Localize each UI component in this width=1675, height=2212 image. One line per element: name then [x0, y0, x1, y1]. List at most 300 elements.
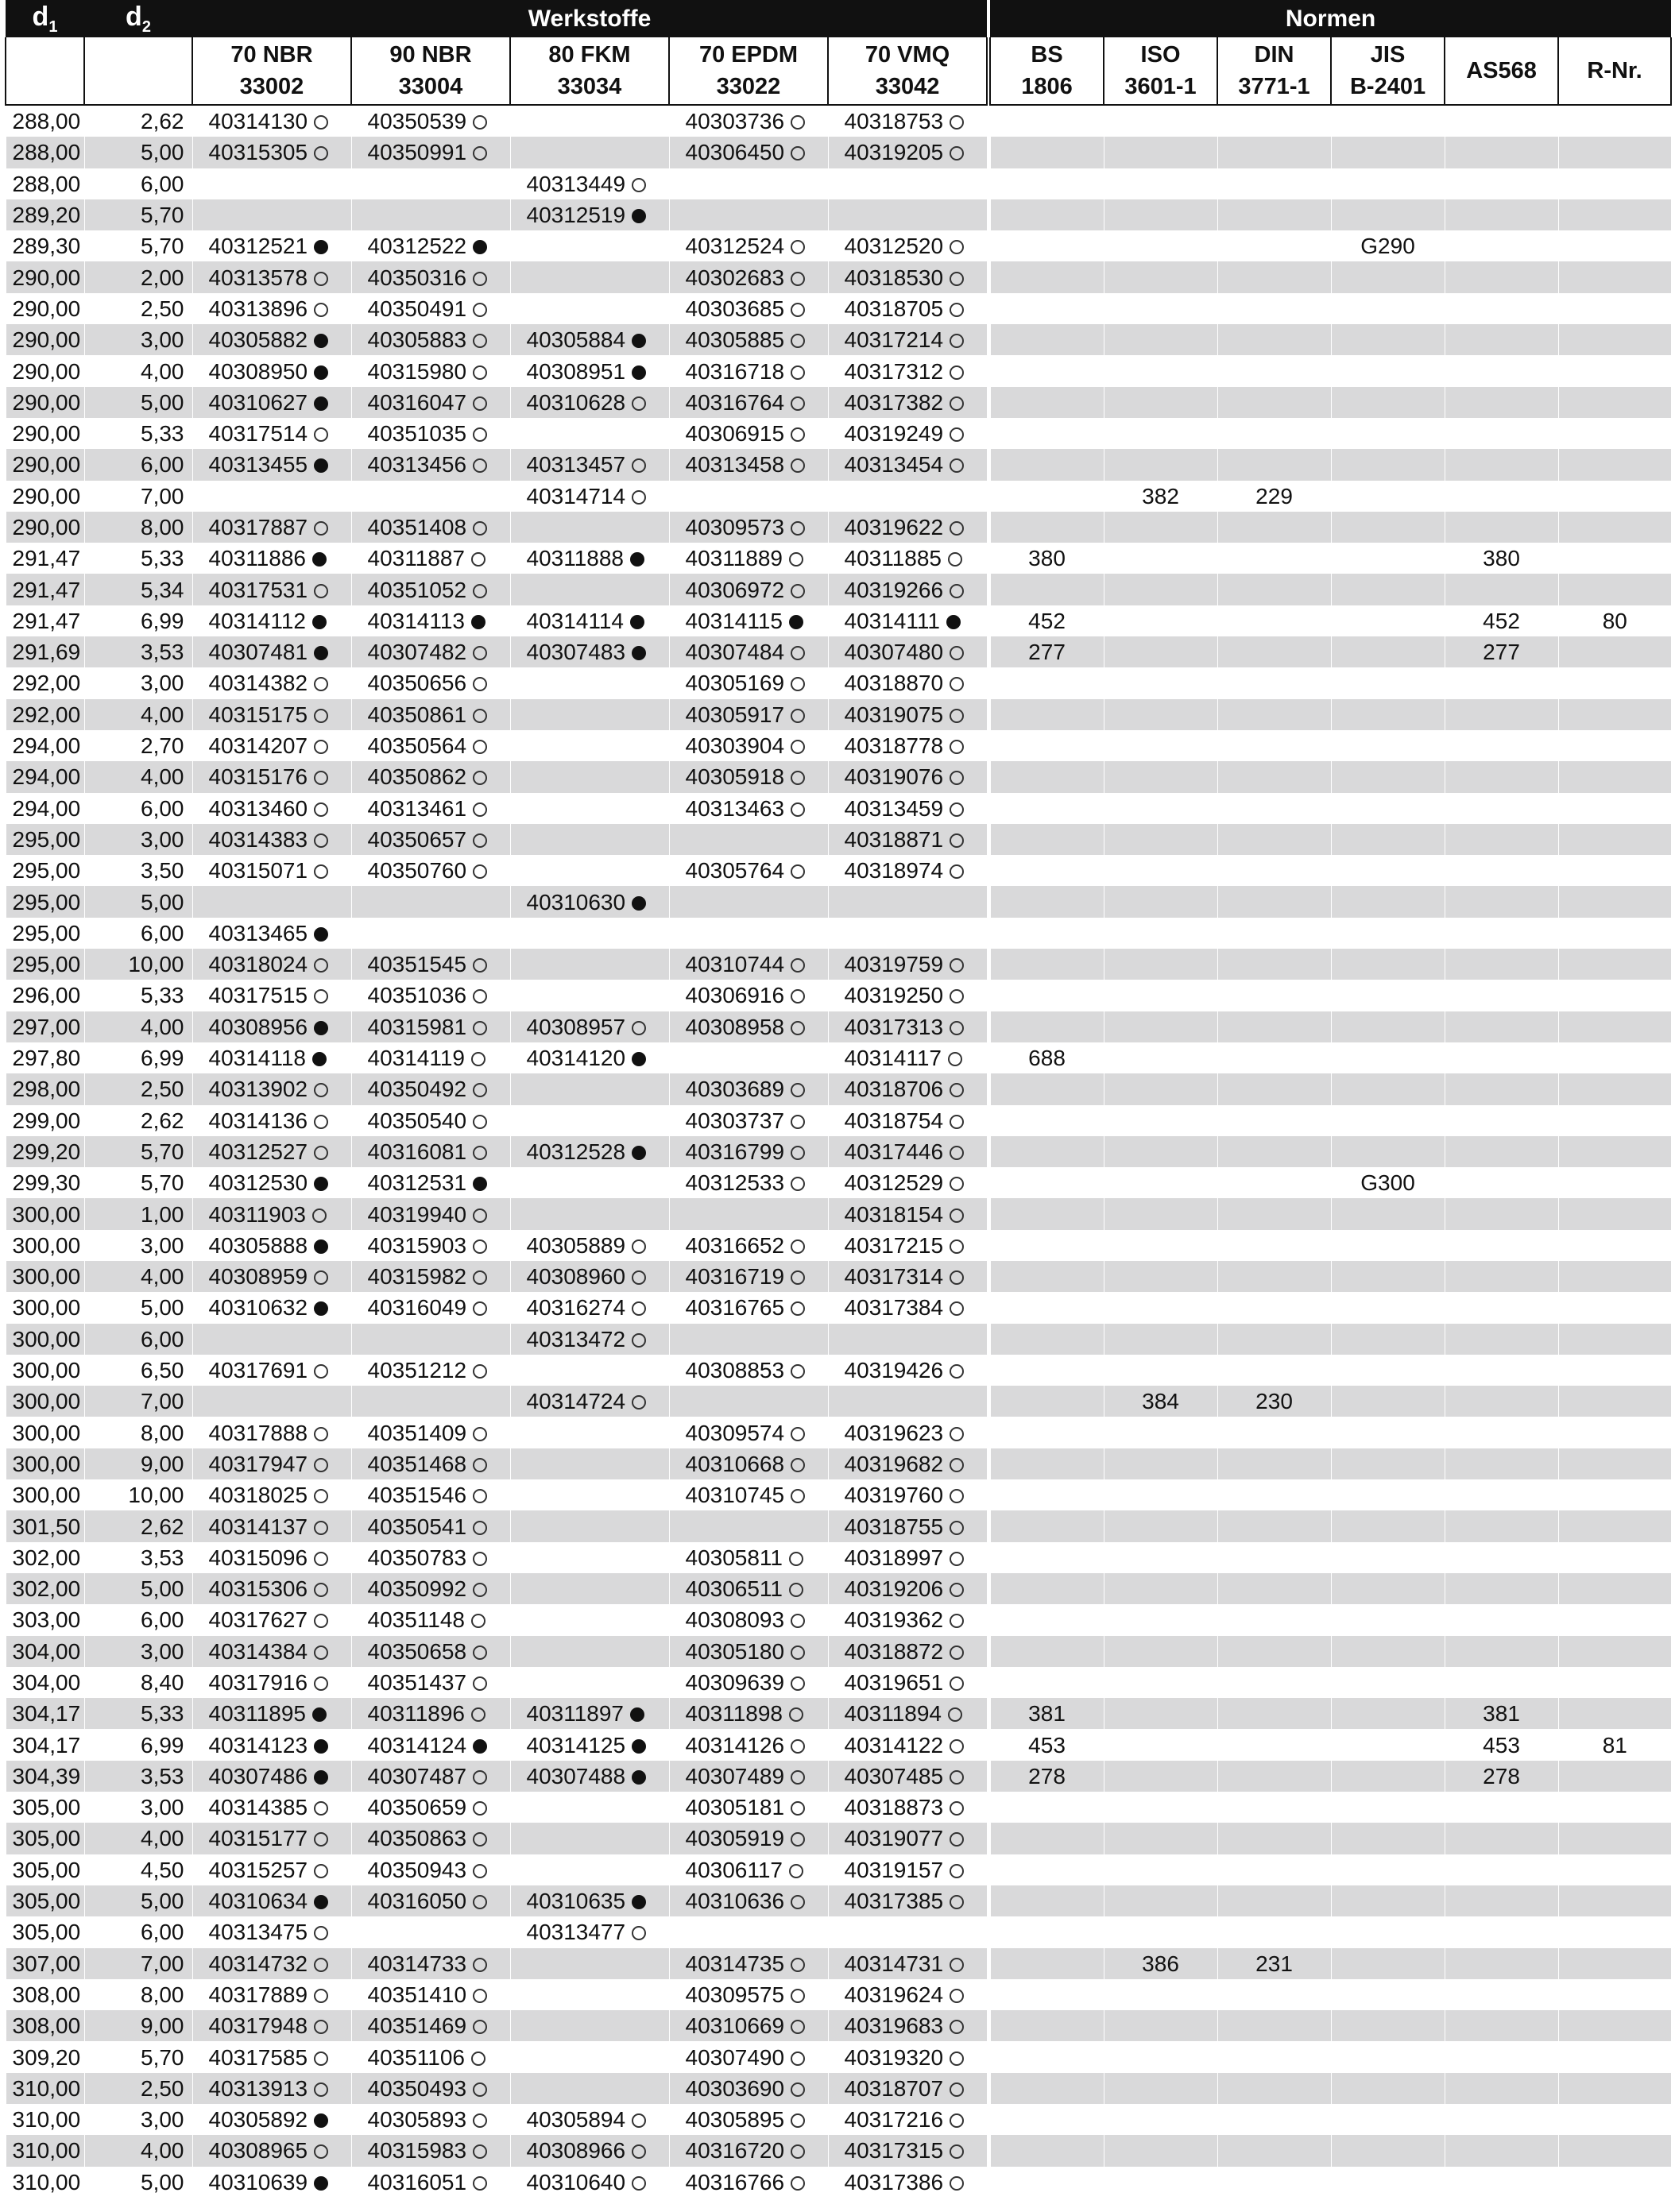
cell-norm-3 [1331, 512, 1445, 543]
cell-norm-2 [1217, 699, 1331, 730]
open-circle-icon [473, 1552, 487, 1566]
article-number: 40310630 [526, 889, 626, 915]
cell-material-3 [669, 1324, 828, 1355]
open-circle-icon [791, 1239, 805, 1254]
cell-material-2 [510, 1542, 669, 1573]
article-number: 40314123 [208, 1732, 308, 1758]
open-circle-icon [950, 521, 964, 536]
article-number: 40316765 [685, 1295, 785, 1321]
filled-circle-icon [632, 896, 646, 911]
cell-material-3 [669, 1386, 828, 1417]
open-circle-icon [791, 1021, 805, 1035]
cell-material-1 [351, 137, 510, 168]
table-row [6, 2041, 1671, 2072]
article-number: 40350783 [367, 1545, 467, 1570]
article-number: 40351148 [367, 1607, 465, 1633]
open-circle-icon [473, 864, 487, 879]
cell-d1: 300,00 [6, 1386, 84, 1417]
article-number: 40351035 [367, 421, 467, 447]
cell-norm-3 [1331, 1792, 1445, 1823]
cell-norm-5 [1558, 2010, 1671, 2041]
cell-material-4 [828, 1604, 987, 1635]
cell-material-1 [351, 761, 510, 792]
cell-norm-0 [990, 105, 1104, 137]
cell-material-2 [510, 1667, 669, 1698]
open-circle-icon [791, 1115, 805, 1129]
cell-norm-4 [1445, 449, 1558, 480]
cell-norm-1 [1104, 855, 1217, 886]
norm-name: BS [1031, 42, 1063, 68]
cell-norm-0 [990, 2104, 1104, 2135]
cell-norm-0 [990, 918, 1104, 949]
cell-norm-0 [990, 1916, 1104, 1947]
cell-material-3 [669, 230, 828, 261]
table-row [6, 2073, 1671, 2104]
cell-material-0 [192, 2167, 351, 2198]
cell-material-4 [828, 1729, 987, 1760]
cell-norm-5 [1558, 2104, 1671, 2135]
cell-norm-0 [990, 2010, 1104, 2041]
article-number: 40314384 [208, 1638, 308, 1664]
open-circle-icon [473, 833, 487, 848]
cell-norm-1 [1104, 168, 1217, 199]
open-circle-icon [791, 365, 805, 380]
article-number: 40315980 [367, 358, 467, 384]
table-row [6, 481, 1671, 512]
cell-d2: 6,00 [84, 168, 192, 199]
table-row [6, 1292, 1671, 1323]
cell-norm-0 [990, 387, 1104, 418]
open-circle-icon [950, 1895, 964, 1909]
cell-d2: 5,00 [84, 1292, 192, 1323]
cell-norm-0 [990, 574, 1104, 605]
cell-material-0 [192, 1073, 351, 1104]
filled-circle-icon [314, 1021, 328, 1035]
article-number: 40350658 [367, 1638, 467, 1664]
cell-material-3 [669, 2041, 828, 2072]
cell-norm-4 [1445, 1324, 1558, 1355]
cell-norm-3 [1331, 1916, 1445, 1947]
article-number: 40351408 [367, 515, 467, 539]
cell-d2: 7,00 [84, 1948, 192, 1979]
cell-material-4 [828, 387, 987, 418]
open-circle-icon [791, 1645, 805, 1660]
article-number: 40313477 [526, 1920, 626, 1945]
article-number: 40314732 [208, 1951, 308, 1976]
article-number: 40313913 [208, 2075, 308, 2101]
cell-d1: 295,00 [6, 855, 84, 886]
article-number: 40317948 [208, 2013, 308, 2039]
cell-material-4 [828, 199, 987, 230]
cell-d2: 1,00 [84, 1198, 192, 1229]
table-row [6, 1542, 1671, 1573]
cell-material-4 [828, 1792, 987, 1823]
article-number: 40318024 [208, 952, 308, 977]
article-number: 40317627 [208, 1607, 308, 1633]
cell-material-2 [510, 949, 669, 980]
article-number: 40314130 [208, 109, 308, 134]
cell-d2: 10,00 [84, 1479, 192, 1510]
cell-norm-5 [1558, 1355, 1671, 1386]
article-number: 40314126 [685, 1732, 785, 1758]
cell-material-1 [351, 2041, 510, 2072]
cell-norm-0 [990, 793, 1104, 824]
cell-material-2 [510, 1573, 669, 1604]
cell-norm-2 [1217, 1136, 1331, 1167]
article-number: 40314114 [526, 608, 624, 633]
article-number: 40303685 [685, 296, 785, 321]
open-circle-icon [789, 1707, 803, 1722]
open-circle-icon [632, 1301, 646, 1316]
cell-material-4 [828, 1573, 987, 1604]
material-name: 70 VMQ [865, 42, 950, 68]
open-circle-icon [791, 740, 805, 754]
open-circle-icon [950, 584, 964, 598]
table-row [6, 1448, 1671, 1479]
cell-material-2 [510, 1011, 669, 1042]
table-row [6, 1198, 1671, 1229]
cell-norm-0 [990, 2073, 1104, 2104]
article-number: 40319076 [844, 764, 944, 790]
norm-code: B-2401 [1349, 74, 1426, 99]
open-circle-icon [791, 584, 805, 598]
article-number: 40319760 [844, 1483, 944, 1508]
cell-material-4 [828, 1667, 987, 1698]
cell-material-0 [192, 2073, 351, 2104]
cell-material-1 [351, 1792, 510, 1823]
open-circle-icon [473, 1208, 487, 1223]
cell-material-4 [828, 855, 987, 886]
article-number: 40305884 [526, 327, 626, 353]
open-circle-icon [950, 1583, 964, 1597]
cell-material-2 [510, 2010, 669, 2041]
article-number: 40351469 [367, 2013, 467, 2039]
cell-norm-3 [1331, 2135, 1445, 2166]
cell-norm-4 [1445, 1885, 1558, 1916]
open-circle-icon [632, 1395, 646, 1410]
cell-norm-2 [1217, 824, 1331, 855]
open-circle-icon [314, 1115, 328, 1129]
cell-d2: 6,99 [84, 605, 192, 636]
cell-norm-2 [1217, 230, 1331, 261]
article-number: 40319426 [844, 1358, 944, 1383]
cell-material-1 [351, 1761, 510, 1792]
open-circle-icon [950, 1239, 964, 1254]
cell-d1: 294,00 [6, 730, 84, 761]
cell-material-3 [669, 1823, 828, 1854]
table-row [6, 574, 1671, 605]
cell-material-4 [828, 2104, 987, 2135]
cell-material-4 [828, 1885, 987, 1916]
article-number: 40317385 [844, 1889, 944, 1914]
open-circle-icon [950, 1989, 964, 2003]
open-circle-icon [632, 1333, 646, 1348]
cell-material-1 [351, 199, 510, 230]
open-circle-icon [791, 2144, 805, 2159]
cell-material-2 [510, 1698, 669, 1729]
article-number: 40307481 [208, 640, 308, 665]
cell-norm-4 [1445, 1979, 1558, 2010]
cell-norm-4 [1445, 2010, 1558, 2041]
cell-material-1 [351, 574, 510, 605]
cell-material-3 [669, 1479, 828, 1510]
article-number: 40305893 [367, 2107, 467, 2133]
cell-material-2 [510, 667, 669, 698]
article-number: 40307485 [844, 1763, 944, 1789]
cell-norm-4 [1445, 2073, 1558, 2104]
cell-norm-0 [990, 886, 1104, 917]
open-circle-icon [314, 771, 328, 785]
article-number: 40310745 [685, 1483, 785, 1508]
cell-d1: 305,00 [6, 1854, 84, 1885]
article-number: 40305919 [685, 1826, 785, 1851]
cell-norm-4 [1445, 730, 1558, 761]
cell-material-0 [192, 168, 351, 199]
cell-material-0 [192, 1042, 351, 1073]
cell-norm-2 [1217, 1761, 1331, 1792]
article-number: 40313458 [685, 452, 785, 478]
open-circle-icon [950, 396, 964, 411]
open-circle-icon [950, 2113, 964, 2128]
open-circle-icon [791, 1427, 805, 1441]
cell-norm-2: 229 [1217, 481, 1331, 512]
cell-material-2 [510, 1916, 669, 1947]
cell-norm-3 [1331, 886, 1445, 917]
cell-d2: 2,62 [84, 1105, 192, 1136]
cell-material-2 [510, 824, 669, 855]
cell-material-4 [828, 1542, 987, 1573]
cell-material-4 [828, 605, 987, 636]
open-circle-icon [314, 272, 328, 286]
cell-material-1 [351, 2135, 510, 2166]
filled-circle-icon [314, 1895, 328, 1909]
article-number: 40318755 [844, 1514, 944, 1539]
article-number: 40311898 [685, 1701, 783, 1727]
table-row [6, 1073, 1671, 1104]
cell-material-3 [669, 730, 828, 761]
cell-material-4 [828, 1448, 987, 1479]
filled-circle-icon [314, 646, 328, 660]
open-circle-icon [473, 396, 487, 411]
cell-material-0 [192, 730, 351, 761]
cell-norm-3 [1331, 2073, 1445, 2104]
cell-material-3 [669, 293, 828, 324]
open-circle-icon [791, 458, 805, 473]
cell-norm-4 [1445, 1167, 1558, 1198]
article-number: 40307486 [208, 1763, 308, 1789]
article-number: 40305169 [685, 671, 785, 696]
cell-material-0 [192, 1698, 351, 1729]
open-circle-icon [314, 2144, 328, 2159]
cell-material-1 [351, 1417, 510, 1448]
article-number: 40314118 [208, 1046, 306, 1071]
filled-circle-icon [314, 2176, 328, 2191]
cell-material-0 [192, 1729, 351, 1760]
table-row [6, 1105, 1671, 1136]
open-circle-icon [473, 1364, 487, 1379]
article-number: 40311895 [208, 1701, 306, 1727]
table-row [6, 1230, 1671, 1261]
cell-norm-2 [1217, 636, 1331, 667]
filled-circle-icon [630, 615, 644, 629]
cell-d1: 288,00 [6, 105, 84, 137]
article-number: 40318872 [844, 1638, 944, 1664]
cell-norm-0 [990, 481, 1104, 512]
article-number: 40319075 [844, 702, 944, 727]
open-circle-icon [791, 1832, 805, 1847]
article-number: 40305764 [685, 858, 785, 884]
cell-norm-1 [1104, 2010, 1217, 2041]
cell-d2: 7,00 [84, 1386, 192, 1417]
cell-d1: 290,00 [6, 481, 84, 512]
article-number: 40313896 [208, 296, 308, 321]
material-name: 80 FKM [548, 42, 631, 68]
cell-material-0 [192, 230, 351, 261]
filled-circle-icon [632, 1146, 646, 1160]
cell-d2: 2,50 [84, 1073, 192, 1104]
table-row [6, 2167, 1671, 2198]
cell-norm-1 [1104, 261, 1217, 292]
cell-norm-0: 452 [990, 605, 1104, 636]
article-number: 40351437 [367, 1669, 467, 1695]
cell-norm-1 [1104, 730, 1217, 761]
cell-norm-1 [1104, 1854, 1217, 1885]
cell-norm-5 [1558, 1230, 1671, 1261]
cell-norm-4 [1445, 418, 1558, 449]
cell-norm-5 [1558, 293, 1671, 324]
cell-norm-3 [1331, 949, 1445, 980]
open-circle-icon [791, 1989, 805, 2003]
cell-d1: 295,00 [6, 886, 84, 917]
article-number: 40317889 [208, 1982, 308, 2007]
article-number: 40308951 [526, 358, 626, 384]
table-row [6, 105, 1671, 137]
cell-norm-3 [1331, 449, 1445, 480]
cell-norm-2 [1217, 1011, 1331, 1042]
open-circle-icon [473, 802, 487, 817]
cell-norm-1 [1104, 824, 1217, 855]
open-circle-icon [950, 1832, 964, 1847]
cell-material-2 [510, 1230, 669, 1261]
table-row [6, 886, 1671, 917]
cell-d1: 290,00 [6, 387, 84, 418]
cell-norm-0 [990, 1230, 1104, 1261]
article-number: 40306511 [685, 1576, 783, 1602]
cell-norm-3 [1331, 574, 1445, 605]
cell-norm-1 [1104, 355, 1217, 386]
table-row [6, 199, 1671, 230]
cell-norm-1 [1104, 1355, 1217, 1386]
open-circle-icon [473, 2176, 487, 2191]
cell-norm-2 [1217, 449, 1331, 480]
cell-norm-1 [1104, 918, 1217, 949]
cell-d1: 305,00 [6, 1916, 84, 1947]
cell-material-4 [828, 667, 987, 698]
article-number: 40312527 [208, 1139, 308, 1164]
open-circle-icon [791, 396, 805, 411]
cell-material-4 [828, 449, 987, 480]
article-number: 40305885 [685, 327, 785, 353]
open-circle-icon [314, 1832, 328, 1847]
article-number: 40308966 [526, 2138, 626, 2164]
cell-material-0 [192, 324, 351, 355]
cell-norm-4 [1445, 355, 1558, 386]
cell-norm-4 [1445, 387, 1558, 418]
article-number: 40310635 [526, 1889, 626, 1914]
filled-circle-icon [789, 615, 803, 629]
cell-material-3 [669, 105, 828, 137]
cell-norm-3 [1331, 1948, 1445, 1979]
cell-norm-2: 231 [1217, 1948, 1331, 1979]
cell-material-2 [510, 1292, 669, 1323]
cell-norm-4 [1445, 2167, 1558, 2198]
cell-norm-3 [1331, 1324, 1445, 1355]
cell-norm-4: 453 [1445, 1729, 1558, 1760]
article-number: 40313472 [526, 1326, 626, 1352]
cell-norm-1 [1104, 1479, 1217, 1510]
cell-norm-2 [1217, 918, 1331, 949]
open-circle-icon [791, 2176, 805, 2191]
cell-norm-5 [1558, 699, 1671, 730]
cell-material-4 [828, 512, 987, 543]
article-number: 40350861 [367, 702, 467, 727]
cell-material-4 [828, 1105, 987, 1136]
cell-material-2 [510, 2135, 669, 2166]
cell-norm-3 [1331, 387, 1445, 418]
cell-material-3 [669, 481, 828, 512]
cell-material-0 [192, 1105, 351, 1136]
article-number: 40306450 [685, 140, 785, 165]
cell-material-4 [828, 1979, 987, 2010]
material-name: 90 NBR [389, 42, 472, 68]
open-circle-icon [473, 771, 487, 785]
cell-norm-2 [1217, 2010, 1331, 2041]
cell-norm-3 [1331, 1261, 1445, 1292]
open-circle-icon [473, 1583, 487, 1597]
open-circle-icon [314, 1801, 328, 1816]
cell-norm-4 [1445, 1355, 1558, 1386]
cell-norm-2 [1217, 324, 1331, 355]
cell-d2: 5,33 [84, 418, 192, 449]
article-number: 40313460 [208, 795, 308, 821]
open-circle-icon [314, 1458, 328, 1472]
cell-norm-3 [1331, 1105, 1445, 1136]
cell-norm-2 [1217, 574, 1331, 605]
open-circle-icon [314, 303, 328, 317]
cell-material-0 [192, 761, 351, 792]
cell-norm-5 [1558, 1011, 1671, 1042]
cell-material-1 [351, 1230, 510, 1261]
cell-norm-4 [1445, 2135, 1558, 2166]
cell-material-2 [510, 230, 669, 261]
norm-code: 3601-1 [1124, 74, 1197, 99]
cell-d1: 292,00 [6, 699, 84, 730]
cell-norm-4 [1445, 137, 1558, 168]
cell-norm-4 [1445, 1136, 1558, 1167]
cell-material-3 [669, 699, 828, 730]
open-circle-icon [632, 396, 646, 411]
article-number: 40319249 [844, 421, 944, 447]
cell-material-4 [828, 355, 987, 386]
article-number: 40307484 [685, 640, 785, 665]
article-number: 40312521 [208, 234, 308, 259]
article-number: 40315983 [367, 2138, 467, 2164]
article-number: 40305882 [208, 327, 308, 353]
cell-norm-2 [1217, 1823, 1331, 1854]
cell-norm-0 [990, 418, 1104, 449]
cell-material-3 [669, 449, 828, 480]
article-number: 40350540 [367, 1108, 467, 1133]
